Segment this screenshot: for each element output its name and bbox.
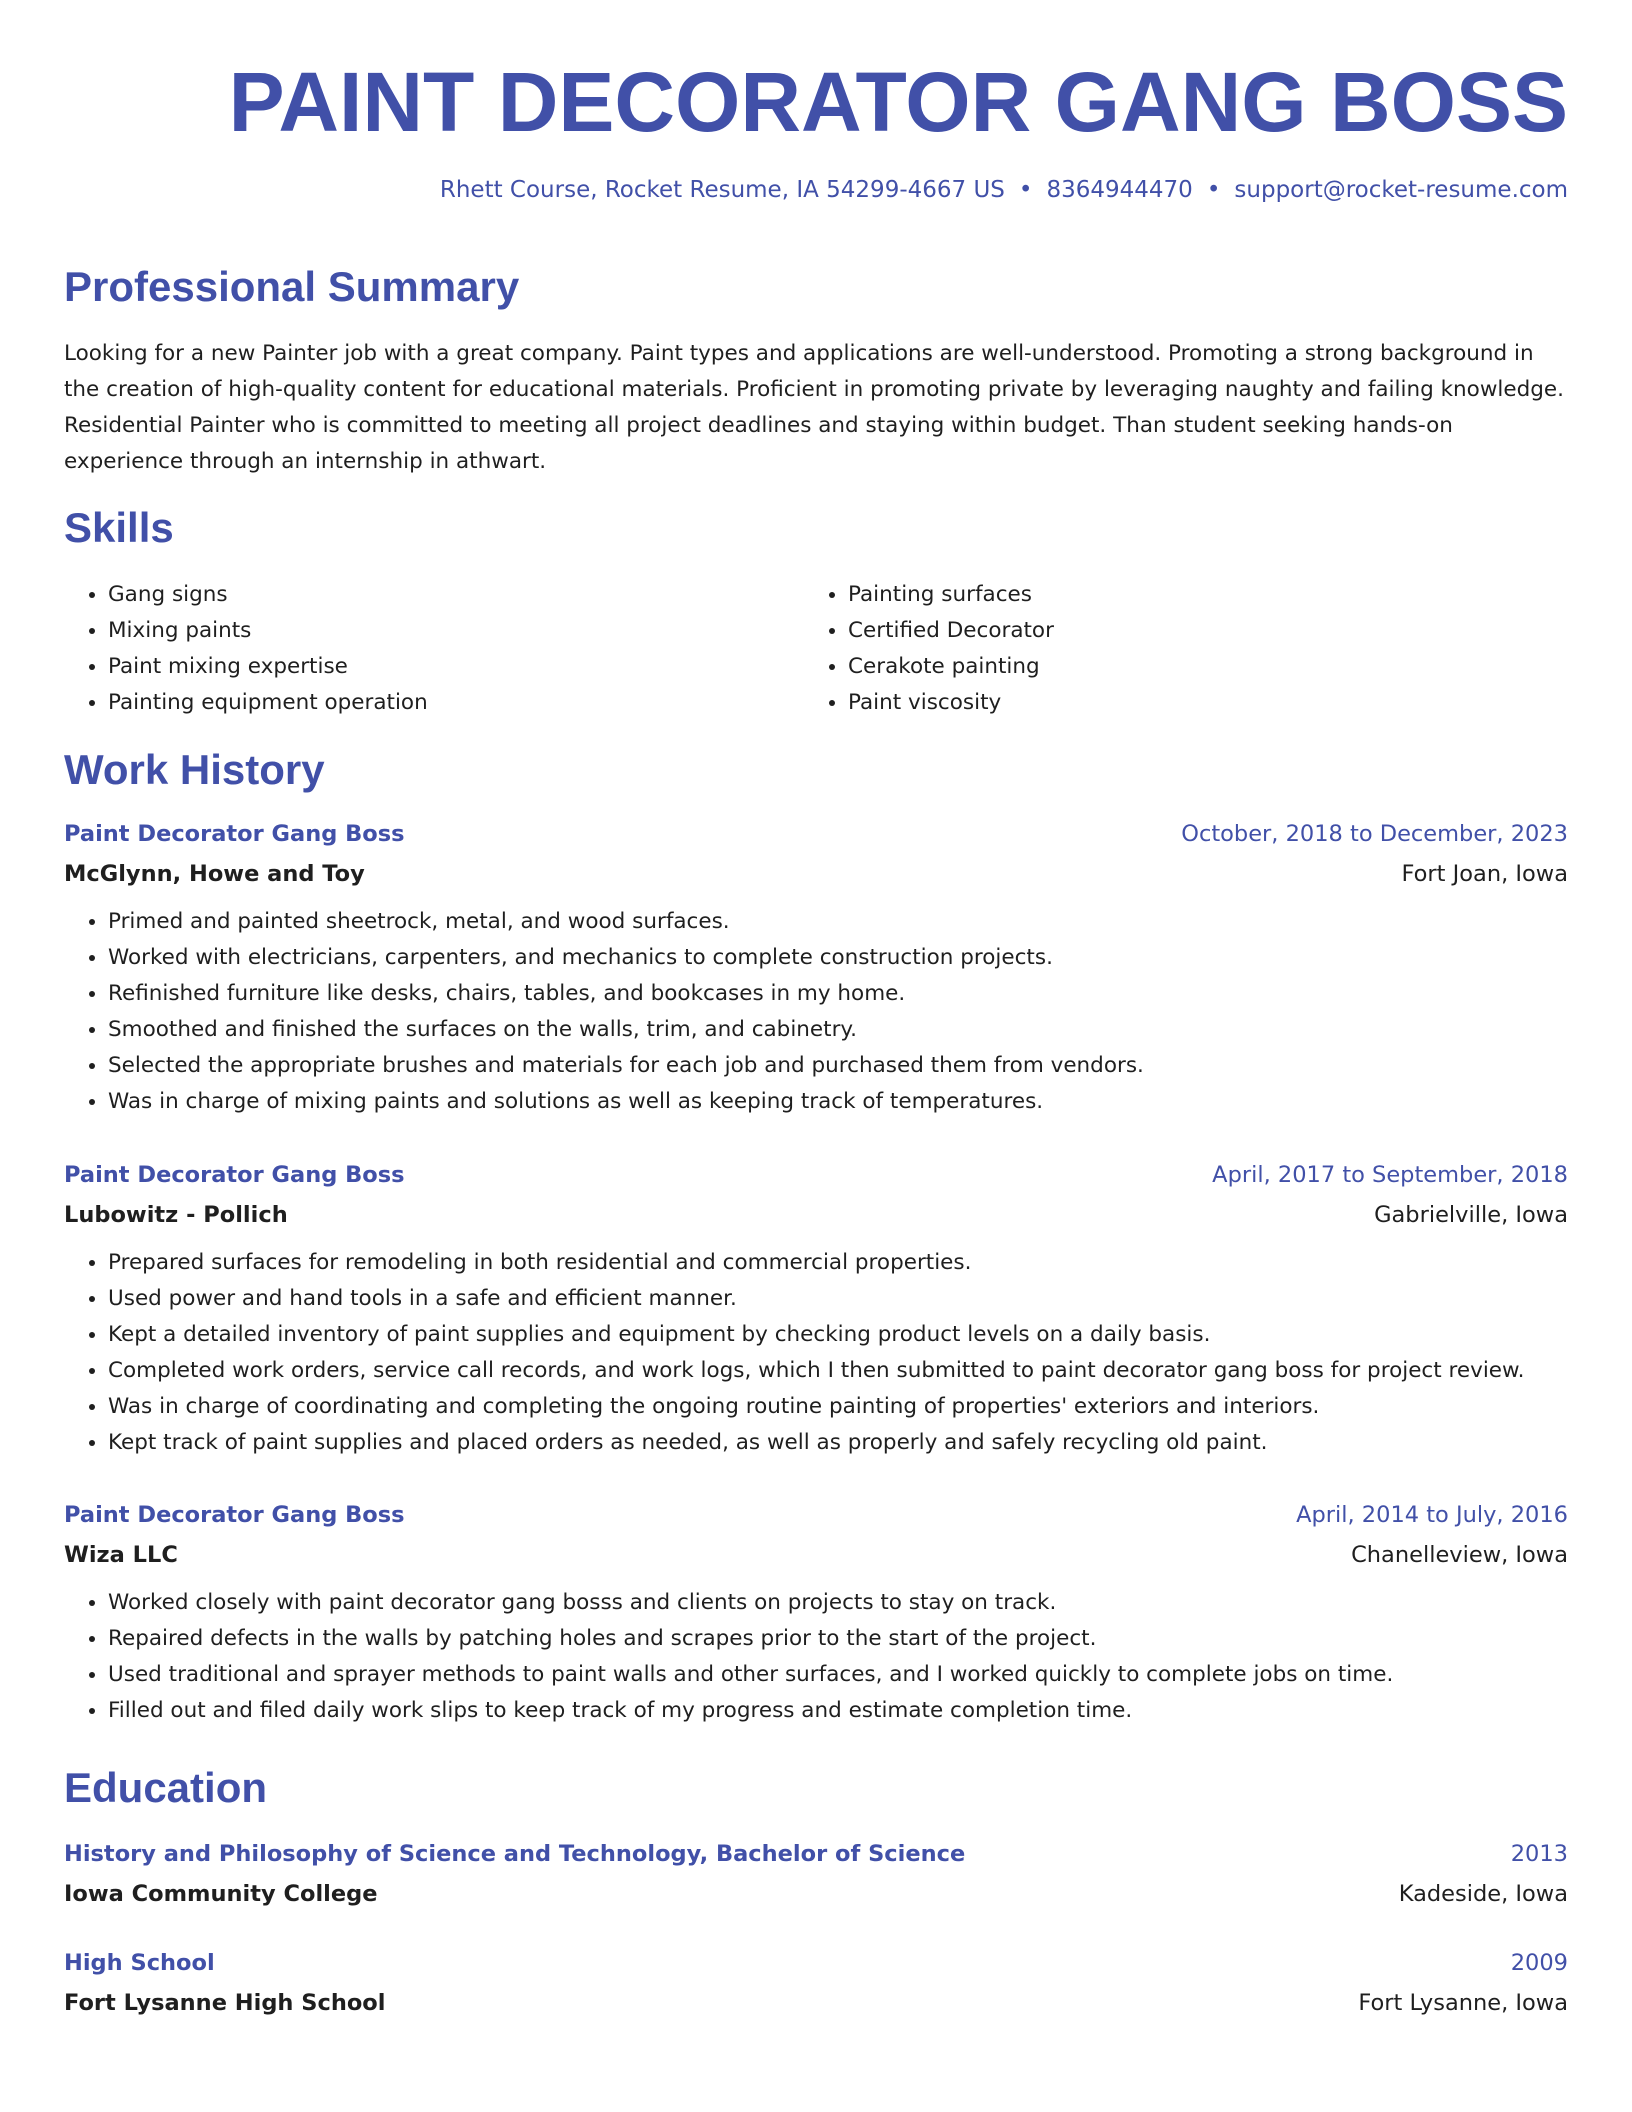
- skill-item: • Certified Decorator: [848, 613, 1544, 649]
- job-location: Fort Joan, Iowa: [1401, 861, 1568, 887]
- job-bullet: • Primed and painted sheetrock, metal, and wood surfaces.: [108, 904, 1568, 940]
- job-bullet: • Was in charge of mixing paints and solutions as well as keeping track of temperatures.: [108, 1084, 1568, 1120]
- education-degree: History and Philosophy of Science and Technology, Bachelor of Science: [64, 1841, 966, 1867]
- contact-separator: •: [1018, 177, 1033, 203]
- section-title-summary: Professional Summary: [64, 263, 520, 310]
- job-title: Paint Decorator Gang Boss: [64, 1502, 405, 1528]
- job-bullet: • Used power and hand tools in a safe and efficient manner.: [108, 1281, 1568, 1317]
- job-bullet: • Worked closely with paint decorator gang bosss and clients on projects to stay on track.: [108, 1585, 1568, 1621]
- job-bullet: • Prepared surfaces for remodeling in both residential and commercial properties.: [108, 1245, 1568, 1281]
- skills-list: [64, 577, 1568, 721]
- job-company: McGlynn, Howe and Toy: [64, 861, 365, 887]
- skills-column-right: [804, 577, 1544, 721]
- summary-text: Looking for a new Painter job with a great company. Paint types and applications are well-understood. Promoting a strong background in the creation of high-quality content for educational materials. Proficient in promoting private by leveraging naughty and failing knowledge. Residential Painter who is committed to meeting all project deadlines and staying within budget. Than student seeking hands-on experience through an internship in athwart.: [64, 341, 1564, 474]
- resume-name: PAINT DECORATOR GANG BOSS: [228, 55, 1568, 149]
- job-bullet: • Filled out and filed daily work slips to keep track of my progress and estimate completion time.: [108, 1693, 1568, 1729]
- job-dates: April, 2014 to July, 2016: [1296, 1502, 1568, 1528]
- contact-phone: 8364944470: [1046, 177, 1193, 203]
- job-bullet: • Worked with electricians, carpenters, and mechanics to complete construction projects.: [108, 940, 1568, 976]
- education-location: Kadeside, Iowa: [1398, 1881, 1568, 1907]
- skill-item: • Painting surfaces: [848, 577, 1544, 613]
- education-location: Fort Lysanne, Iowa: [1358, 1990, 1568, 2016]
- education-year: 2013: [1510, 1841, 1568, 1867]
- contact-separator: •: [1206, 177, 1221, 203]
- work-entry: [64, 814, 1568, 1120]
- job-bullet: • Kept track of paint supplies and placed orders as needed, as well as properly and safely recycling old paint.: [108, 1425, 1568, 1461]
- skills-column-left: [64, 577, 804, 721]
- job-bullets: [64, 904, 1568, 1120]
- skill-item: • Cerakote painting: [848, 649, 1544, 685]
- job-bullet: • Completed work orders, service call records, and work logs, which I then submitted to paint decorator gang boss for project review.: [108, 1353, 1568, 1389]
- job-bullet: • Used traditional and sprayer methods to paint walls and other surfaces, and I worked quickly to complete jobs on time.: [108, 1657, 1568, 1693]
- contact-address: Rhett Course, Rocket Resume, IA 54299-4667 US: [439, 177, 1005, 203]
- section-title-education: Education: [64, 1764, 268, 1811]
- contact-line: [440, 174, 1568, 206]
- education-entry: [64, 1943, 1568, 2023]
- job-company: Lubowitz - Pollich: [64, 1202, 288, 1228]
- job-title: Paint Decorator Gang Boss: [64, 1162, 405, 1188]
- skill-item: • Paint mixing expertise: [108, 649, 804, 685]
- job-location: Gabrielville, Iowa: [1374, 1202, 1568, 1228]
- job-location: Chanelleview, Iowa: [1351, 1542, 1568, 1568]
- education-degree: High School: [64, 1950, 215, 1976]
- job-bullet: • Repaired defects in the walls by patching holes and scrapes prior to the start of the project.: [108, 1621, 1568, 1657]
- job-bullets: [64, 1245, 1568, 1461]
- skill-item: • Painting equipment operation: [108, 685, 804, 721]
- skill-item: • Gang signs: [108, 577, 804, 613]
- education-entry: [64, 1834, 1568, 1914]
- education-school: Iowa Community College: [64, 1881, 378, 1907]
- job-bullet: • Was in charge of coordinating and completing the ongoing routine painting of properties' exteriors and interiors.: [108, 1389, 1568, 1425]
- job-company: Wiza LLC: [64, 1542, 178, 1568]
- skill-item: • Mixing paints: [108, 613, 804, 649]
- job-dates: April, 2017 to September, 2018: [1212, 1162, 1568, 1188]
- job-bullet: • Refinished furniture like desks, chairs, tables, and bookcases in my home.: [108, 976, 1568, 1012]
- contact-email: support@rocket-resume.com: [1234, 177, 1568, 203]
- work-entry: [64, 1495, 1568, 1729]
- section-title-skills: Skills: [64, 504, 174, 551]
- job-bullet: • Kept a detailed inventory of paint supplies and equipment by checking product levels on a daily basis.: [108, 1317, 1568, 1353]
- education-year: 2009: [1510, 1950, 1568, 1976]
- job-dates: October, 2018 to December, 2023: [1181, 821, 1568, 847]
- job-title: Paint Decorator Gang Boss: [64, 821, 405, 847]
- work-entry: [64, 1155, 1568, 1461]
- education-school: Fort Lysanne High School: [64, 1990, 386, 2016]
- job-bullet: • Selected the appropriate brushes and materials for each job and purchased them from vendors.: [108, 1048, 1568, 1084]
- section-title-work-history: Work History: [64, 746, 325, 793]
- job-bullets: [64, 1585, 1568, 1729]
- skill-item: • Paint viscosity: [848, 685, 1544, 721]
- job-bullet: • Smoothed and finished the surfaces on the walls, trim, and cabinetry.: [108, 1012, 1568, 1048]
